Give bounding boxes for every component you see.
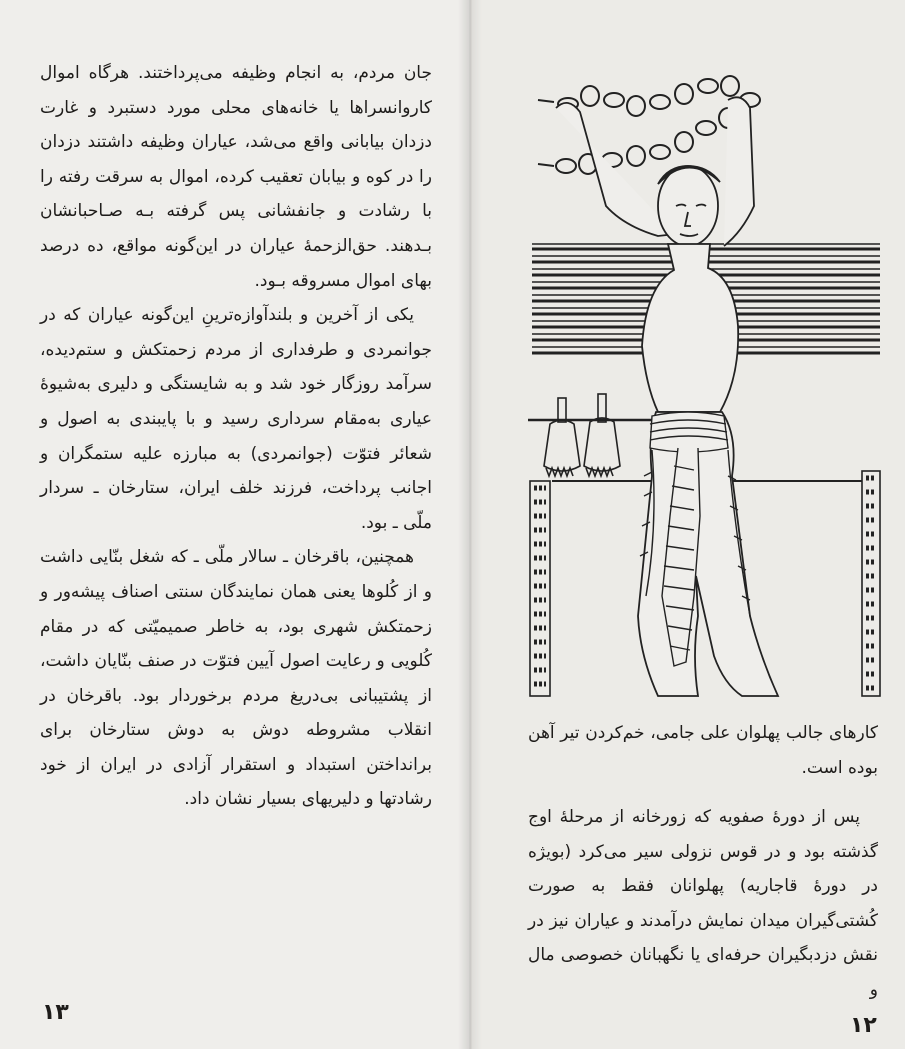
right-page-body	[528, 800, 878, 1008]
right-paragraph-1: پس از دورهٔ صفویه که زورخانه از مرحلهٔ اوج گذشته بود و در قوس نزولی سیر می‌کرد (بویژه در دورهٔ قاجاریه) پهلوانان فقط به صورت کُشتی‌گیران میدان نمایش درآمدند و عیاران نیز در نقش دزدبگیران حرفه‌ای یا نگهبانان خصوصی مال و	[528, 807, 878, 1000]
tiled-column-right	[862, 471, 880, 696]
left-page-number: ۱۳	[42, 1000, 69, 1025]
book-gutter-shadow	[458, 0, 482, 1049]
right-arm	[724, 97, 754, 246]
illustration-caption: کارهای جالب پهلوان علی جامی، خم‌کردن تیر آهن بوده است.	[528, 723, 878, 778]
tiled-column-left	[530, 481, 550, 696]
right-page-number: ۱۲	[850, 1013, 877, 1038]
left-paragraph-1: جان مردم، به انجام وظیفه می‌پرداختند. هرگاه اموال کاروانسراها یا خانه‌های محلی مورد دستبرد و غارت دزدان بیابانی واقع می‌شد، عیاران وظیفه داشتند دزدان را در کوه و بیابان تعقیب کرده، اموال به سرقت رفته را با رشادت و جانفشانی پس گرفته بـه صـاحبانشان بـدهند. حق‌الزحمهٔ عیاران در این‌گونه مواقع، ده درصد بهای اموال مسروقه بـود.	[40, 63, 432, 291]
left-page-body	[40, 56, 432, 817]
left-paragraph-2: یکی از آخرین و بلندآوازه‌ترینِ این‌گونه عیاران که در جوانمردی و طرفداری از مردم زحمتکش و ستم‌دیده، سرآمد روزگار خود شد و به شایستگی و دلیری به‌شیوهٔ عیاری به‌مقام سرداری رسید و با پایبندی به اصول و شعائر فتوّت (جوانمردی) به مبارزه علیه ستمگران و اجانب پرداخت، فرزند خلف ایران، ستارخان ـ سردار ملّی ـ بود.	[40, 305, 432, 533]
legs	[638, 412, 778, 696]
wrestler-illustration	[528, 56, 883, 701]
left-paragraph-3: همچنین، باقرخان ـ سالار ملّی ـ که شغل بنّایی داشت و از کُلوها یعنی همان نمایندگان سنتی اصناف پیشه‌ور و زحمتکش شهری بود، به خاطر صمیمیّتی که در مقام کُلویی و رعایت اصول آیین فتوّت در صنف بنّایان داشت، از پشتیبانی بی‌دریغ مردم برخوردار بود. باقرخان در انقلاب مشروطه دوش به دوش ستارخان برای برانداختن استبداد و استقرار آزادی در ایران از خود رشادتها و دلیریهای بسیار نشان داد.	[40, 547, 432, 810]
head	[658, 166, 718, 246]
